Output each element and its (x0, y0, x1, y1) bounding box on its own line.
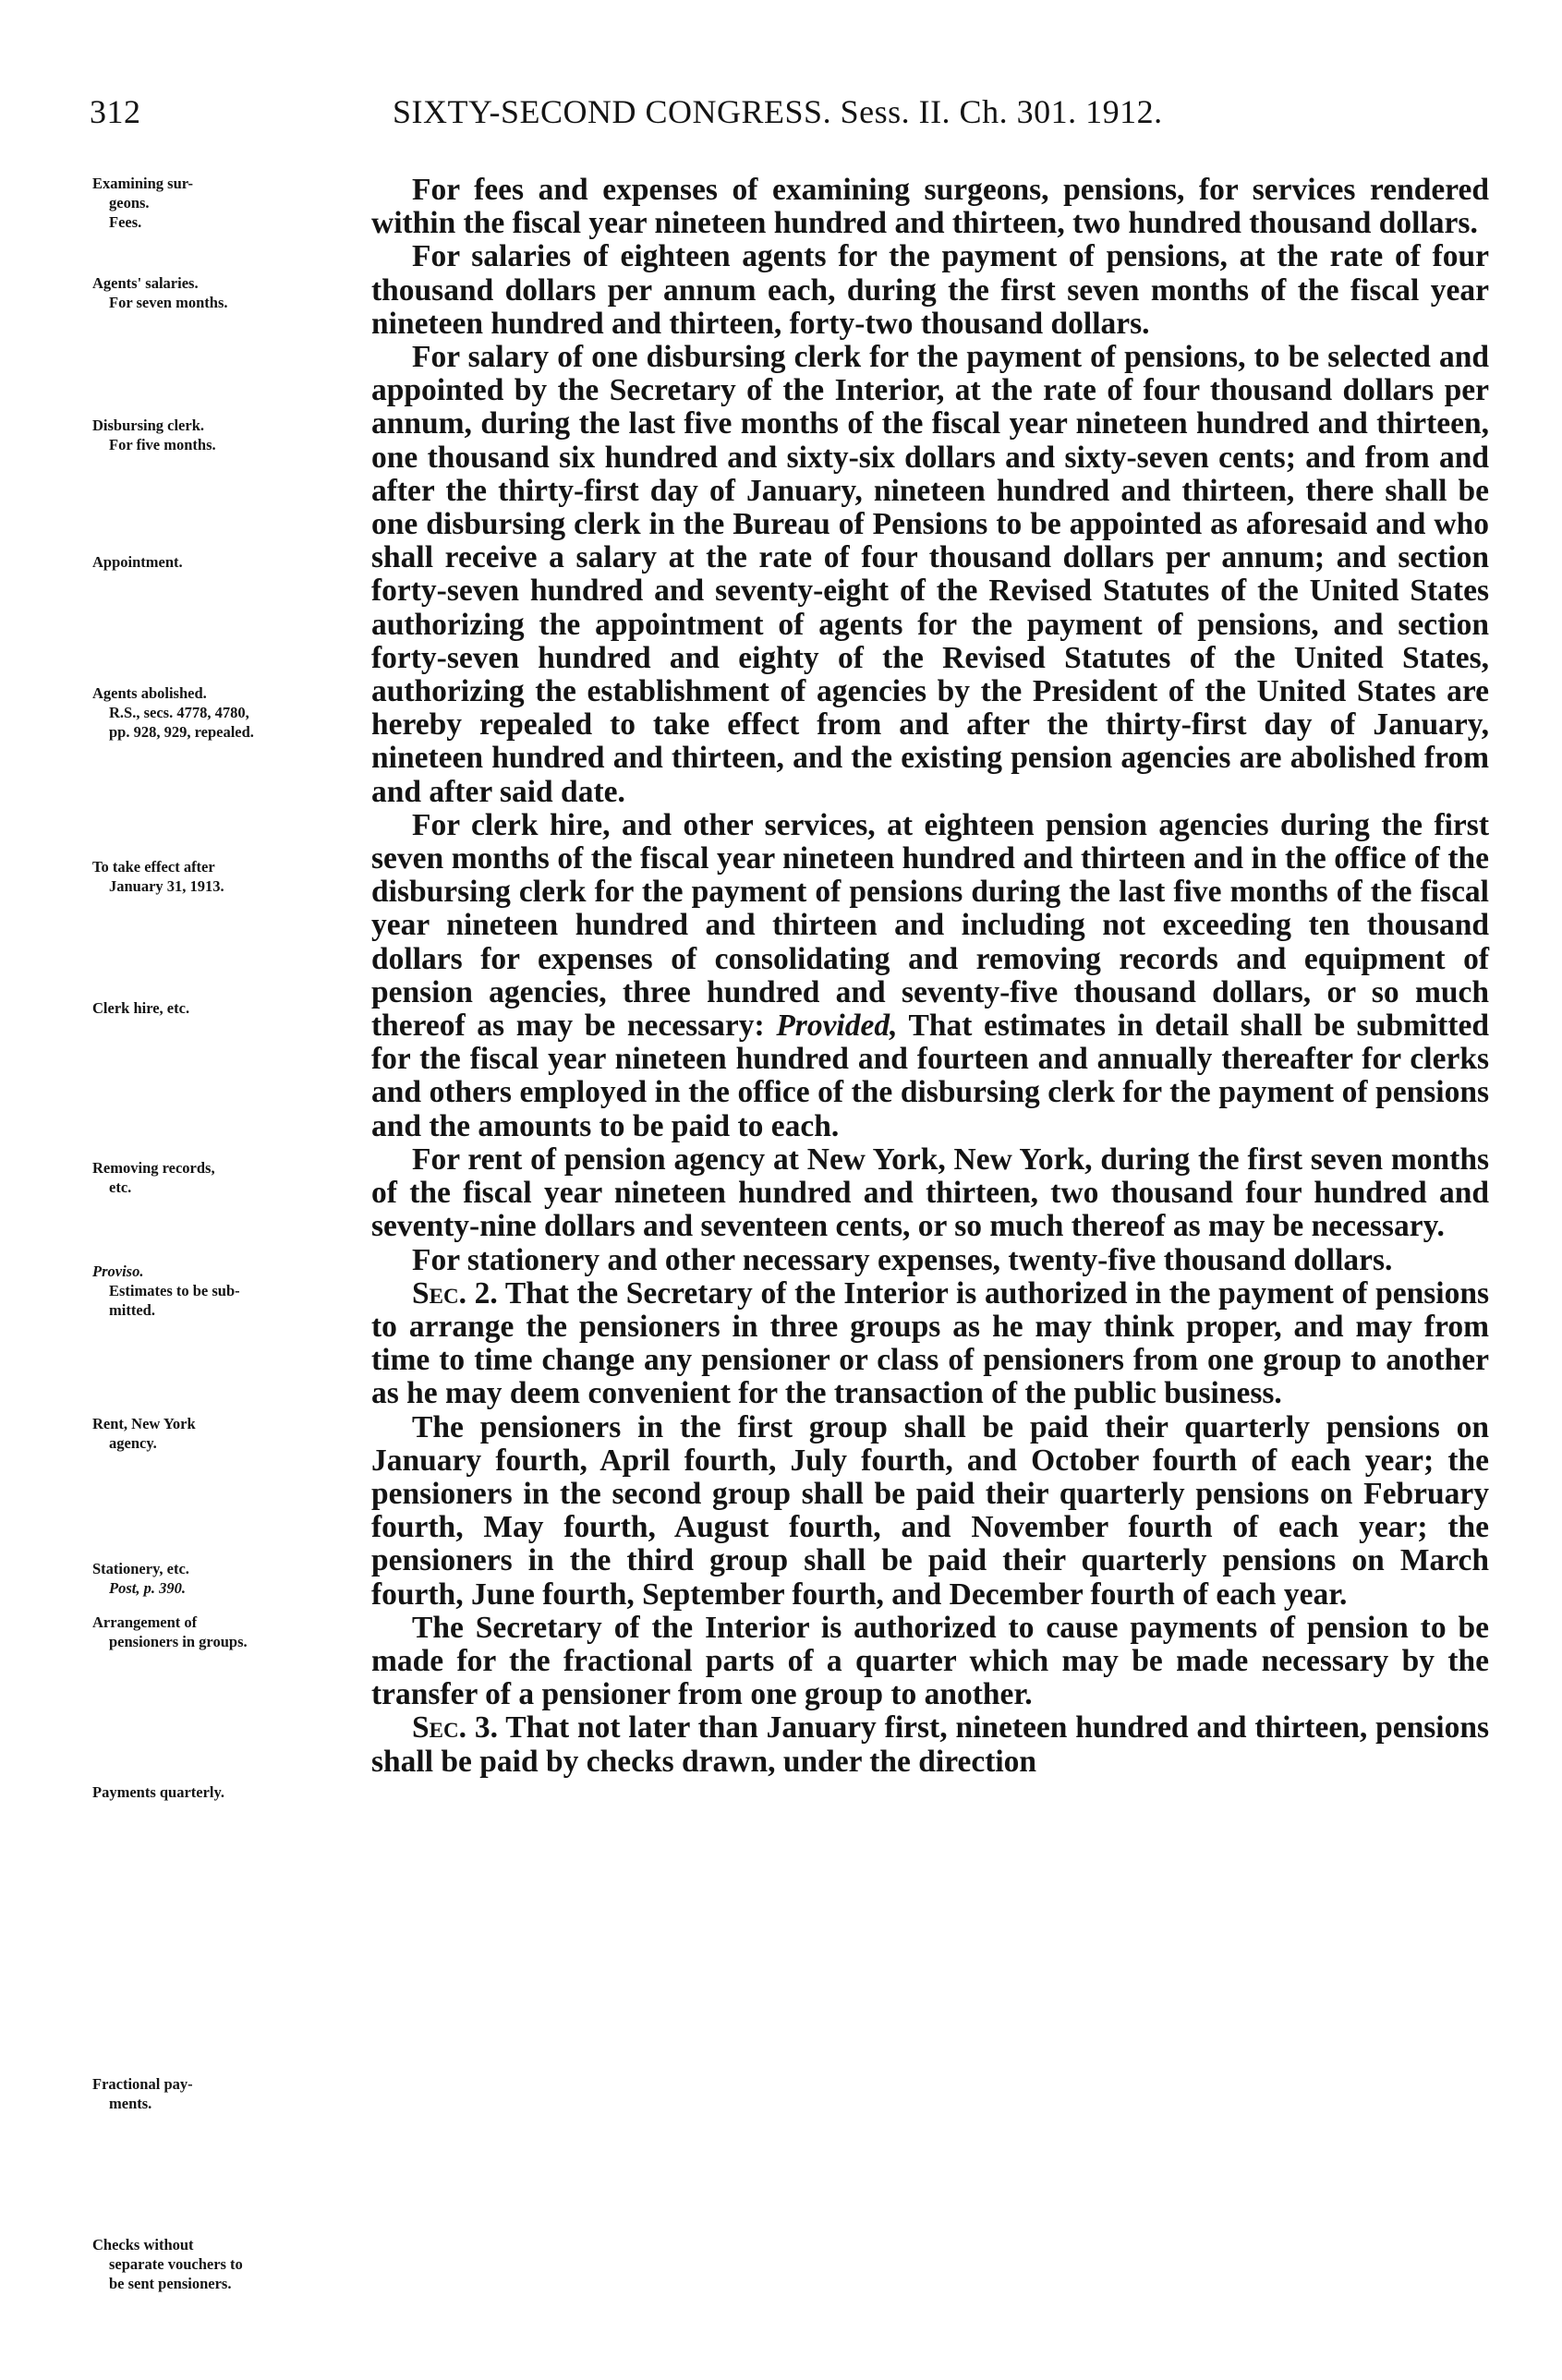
margin-note-line: Payments quarterly. (92, 1783, 224, 1801)
margin-note-line: Rent, New York (92, 1415, 196, 1432)
margin-note-line: Stationery, etc. (92, 1560, 189, 1577)
margin-note-line: Agents abolished. (92, 684, 207, 702)
paragraph (371, 1277, 1489, 1411)
margin-note-line: Estimates to be sub- (109, 1282, 240, 1299)
margin-note-line: Fees. (109, 213, 142, 231)
margin-note-line: For seven months. (109, 294, 228, 311)
margin-note (92, 1782, 369, 1802)
page-number: 312 (90, 93, 141, 130)
paragraph (371, 174, 1489, 240)
margin-note (92, 1613, 369, 1651)
paragraph (371, 341, 1489, 809)
paragraph-text: For salary of one disbursing clerk for the payment of pensions, to be selected and appointed by the Secretary of the Interior, at the rate of four thousand dollars per annum, during the last five months of the fiscal year nineteen hundred and thirteen, one thousand six hundred and sixty-six dollars and sixty-seven cents; and from and after the thirty-first day of January, nineteen hundred and thirteen, there shall be one disbursing clerk in the Bureau of Pensions to be appointed as aforesaid and who shall receive a salary at the rate of four thousand dollars per annum; and section forty-seven hundred and seventy-eight of the Revised Statutes of the United States authorizing the appointment of agents for the payment of pensions, and section forty-seven hundred and eighty of the Revised Statutes of the United States, authorizing the establishment of agencies by the President of the United States are hereby repealed to take effect from and after the thirty-first day of January, nineteen hundred and thirteen, and the existing pension agencies are abolished from and after said date. (371, 340, 1489, 809)
margin-note-line: geons. (109, 194, 150, 211)
paragraph (371, 1411, 1489, 1612)
margin-note-line: Proviso. (92, 1262, 144, 1280)
margin-note-line: etc. (109, 1178, 132, 1196)
margin-note-line: ments. (109, 2095, 152, 2112)
paragraph-text: For fees and expenses of examining surgeons, pensions, for services rendered within the fiscal year nineteen hundred and thirteen, two hundred thousand dollars. (371, 173, 1489, 241)
margin-note (92, 1559, 369, 1598)
margin-note-line: mitted. (109, 1301, 155, 1319)
margin-note (92, 1262, 369, 1320)
body-text (371, 174, 1489, 1779)
margin-note-line: Appointment. (92, 553, 183, 571)
margin-note (92, 273, 369, 312)
margin-note-line: To take effect after (92, 858, 215, 876)
margin-note (92, 552, 369, 572)
section-label: Sec. 3. (412, 1710, 498, 1746)
paragraph-text: For salaries of eighteen agents for the payment of pensions, at the rate of four thousand dollars per annum each, during the first seven months of the fiscal year nineteen hundred and thirteen, forty-two thousand dollars. (371, 239, 1489, 341)
page-header (90, 92, 1475, 139)
paragraph (371, 1612, 1489, 1712)
paragraph-text: That estimates in detail shall be submitted for the fiscal year nineteen hundred and fourteen and annually thereafter for clerks and others employed in the office of the disbursing clerk for the payment of pensions and the amounts to be paid to each. (371, 1009, 1489, 1143)
running-head: SIXTY-SECOND CONGRESS. Sess. II. Ch. 301. 1912. (393, 93, 1163, 130)
margin-note-line: Disbursing clerk. (92, 417, 205, 434)
paragraph (371, 809, 1489, 1143)
paragraph (371, 240, 1489, 341)
margin-note (92, 2235, 369, 2293)
paragraph-text: For stationery and other necessary expenses, twenty-five thousand dollars. (412, 1242, 1393, 1277)
paragraph-text: The Secretary of the Interior is authorized to cause payments of pension to be made for the fractional parts of a quarter which may be made necessary by the transfer of a pensioner from one group to another. (371, 1610, 1489, 1712)
margin-note (92, 1414, 369, 1453)
paragraph (371, 1711, 1489, 1778)
margin-note-line: be sent pensioners. (109, 2275, 232, 2292)
margin-note (92, 1158, 369, 1197)
margin-note (92, 998, 369, 1018)
paragraph-text: For rent of pension agency at New York, New York, during the first seven months of the fiscal year nineteen hundred and thirteen, two thousand four hundred and seventy-nine dollars and seventeen cents, or so much thereof as may be necessary. (371, 1142, 1489, 1244)
paragraph (371, 1244, 1489, 1277)
margin-note-line: Clerk hire, etc. (92, 999, 190, 1017)
paragraph-text: For clerk hire, and other services, at eighteen pension agencies during the first seven months of the fiscal year nineteen hundred and thirteen and in the office of the disbursing clerk for the payment of pensions during the last five months of the fiscal year nineteen hundred and thirteen and including not exceeding ten thousand dollars for expenses of consolidating and removing records and equipment of pension agencies, three hundred and seventy-five thousand dollars, or so much thereof as may be necessary: (371, 807, 1489, 1044)
margin-note-line: pp. 928, 929, repealed. (109, 723, 254, 741)
margin-note-line: Removing records, (92, 1159, 215, 1177)
margin-note-line: Examining sur- (92, 175, 193, 192)
margin-note-line: Arrangement of (92, 1613, 198, 1631)
proviso-word: Provided, (776, 1009, 898, 1044)
margin-note (92, 683, 369, 742)
margin-note (92, 416, 369, 454)
paragraph (371, 1143, 1489, 1244)
margin-note-line: R.S., secs. 4778, 4780, (109, 704, 249, 721)
margin-note-line: Fractional pay- (92, 2075, 193, 2093)
paragraph-text: That not later than January first, nineteen hundred and thirteen, pensions shall be paid by checks drawn, under the direction (371, 1710, 1489, 1779)
margin-note (92, 2074, 369, 2113)
margin-note-line: For five months. (109, 436, 216, 453)
margin-note-line: January 31, 1913. (109, 877, 224, 895)
section-label: Sec. 2. (412, 1275, 498, 1311)
paragraph-text: That the Secretary of the Interior is authorized in the payment of pensions to arrange the pensioners in three groups as he may think proper, and may from time to time change any pensioner or class of pensioners from one group to another as he may deem convenient for the transaction of the public business. (371, 1275, 1489, 1411)
margin-note-line: Checks without (92, 2236, 194, 2253)
margin-note (92, 174, 369, 232)
margin-note-line: Post, p. 390. (109, 1579, 186, 1597)
margin-note-line: pensioners in groups. (109, 1633, 248, 1650)
margin-note (92, 857, 369, 896)
paragraph-text: The pensioners in the first group shall be paid their quarterly pensions on January fourth, April fourth, July fourth, and October fourth of each year; the pensioners in the second group shall be paid their quarterly pensions on February fourth, May fourth, August fourth, and November fourth of each year; the pensioners in the third group shall be paid their quarterly pensions on March fourth, June fourth, September fourth, and December fourth of each year. (371, 1409, 1489, 1612)
margin-note-line: Agents' salaries. (92, 274, 199, 292)
margin-note-line: agency. (109, 1434, 157, 1452)
margin-note-line: separate vouchers to (109, 2255, 243, 2273)
